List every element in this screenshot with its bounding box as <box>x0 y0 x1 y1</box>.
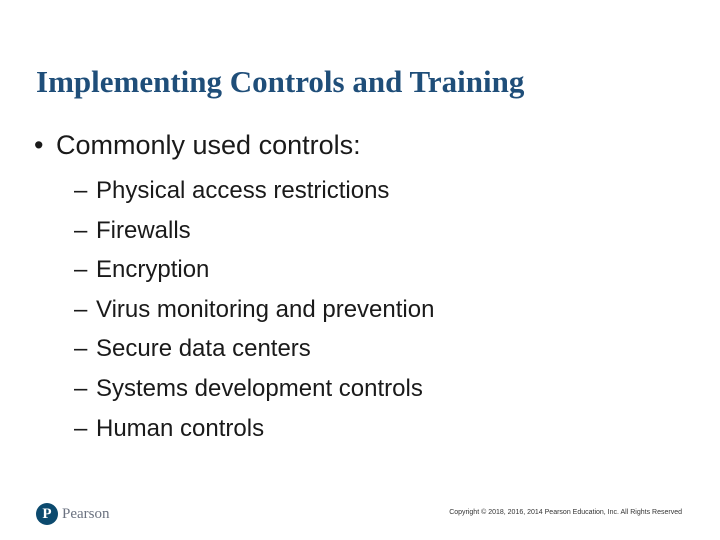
copyright-notice: Copyright © 2018, 2016, 2014 Pearson Education, Inc. All Rights Reserved <box>449 509 682 516</box>
dash-marker: – <box>74 177 88 204</box>
slide-title: Implementing Controls and Training <box>36 64 525 99</box>
main-bullet <box>34 128 361 162</box>
sub-bullet-item <box>74 250 434 290</box>
dash-marker: – <box>74 374 88 402</box>
dash-marker: – <box>74 216 88 244</box>
sub-bullet-text: Physical access restrictions <box>96 177 390 204</box>
sub-bullet-item <box>74 211 434 251</box>
main-bullet-text: Commonly used controls: <box>56 130 361 160</box>
pearson-logo-text: Pearson <box>62 505 110 522</box>
pearson-logo-icon: P <box>36 503 58 525</box>
sub-bullet-text: Firewalls <box>96 216 191 244</box>
sub-bullet-text: Virus monitoring and prevention <box>96 295 435 323</box>
dash-marker: – <box>74 335 88 363</box>
dash-marker: – <box>74 256 88 284</box>
bullet-marker: • <box>34 130 44 160</box>
sub-bullet-item <box>74 290 434 330</box>
sub-bullet-list <box>74 171 434 448</box>
dash-marker: – <box>74 295 88 323</box>
dash-marker: – <box>74 414 88 442</box>
sub-bullet-text: Encryption <box>96 256 210 284</box>
sub-bullet-item <box>74 409 434 449</box>
sub-bullet-item <box>74 329 434 369</box>
sub-bullet-text: Human controls <box>96 414 265 442</box>
sub-bullet-item <box>74 369 434 409</box>
sub-bullet-text: Secure data centers <box>96 335 311 363</box>
sub-bullet-text: Systems development controls <box>96 374 423 402</box>
sub-bullet-item <box>74 171 434 211</box>
pearson-logo <box>36 502 110 526</box>
